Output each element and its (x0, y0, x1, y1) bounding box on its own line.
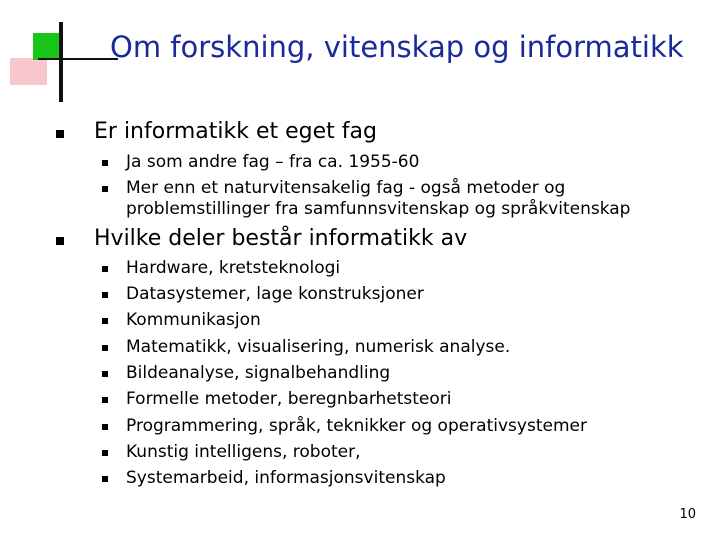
decorative-horizontal-line (38, 58, 118, 60)
decorative-vertical-line (59, 22, 63, 102)
list-item-text: Formelle metoder, beregnbarhetsteori (126, 389, 452, 409)
decorative-green-square (33, 33, 60, 60)
list-item-text: Kommunikasjon (126, 310, 261, 330)
bullet-square-icon (102, 450, 108, 456)
bullet-square-icon (102, 397, 108, 403)
bullet-square-icon (102, 424, 108, 430)
bullet-square-icon (102, 476, 108, 482)
list-item-text: Mer enn et naturvitensakelig fag - også metoder og problemstillinger fra samfunnsvitenskap og språkvitenskap (126, 178, 631, 219)
page-number: 10 (679, 507, 696, 522)
bullet-square-icon (102, 292, 108, 298)
bullet-square-icon (102, 266, 108, 272)
bullet-square-icon (102, 318, 108, 324)
section-heading: Er informatikk et eget fag (94, 119, 377, 144)
list-item-text: Ja som andre fag – fra ca. 1955-60 (126, 152, 420, 172)
bullet-square-icon (56, 130, 64, 138)
bullet-square-icon (102, 371, 108, 377)
list-item-text: Bildeanalyse, signalbehandling (126, 363, 391, 383)
list-item-text: Matematikk, visualisering, numerisk analyse. (126, 337, 511, 357)
list-item-text: Programmering, språk, teknikker og operativsystemer (126, 416, 587, 436)
bullet-square-icon (102, 186, 108, 192)
bullet-square-icon (56, 237, 64, 245)
list-item-text: Systemarbeid, informasjonsvitenskap (126, 468, 446, 488)
list-item-text: Kunstig intelligens, roboter, (126, 442, 361, 462)
list-item-text: Hardware, kretsteknologi (126, 258, 341, 278)
bullet-square-icon (102, 345, 108, 351)
list-item-text: Datasystemer, lage konstruksjoner (126, 284, 424, 304)
section-heading: Hvilke deler består informatikk av (94, 226, 468, 251)
slide-title: Om forskning, vitenskap og informatikk (110, 30, 684, 64)
bullet-square-icon (102, 160, 108, 166)
decorative-pink-square (10, 58, 47, 85)
